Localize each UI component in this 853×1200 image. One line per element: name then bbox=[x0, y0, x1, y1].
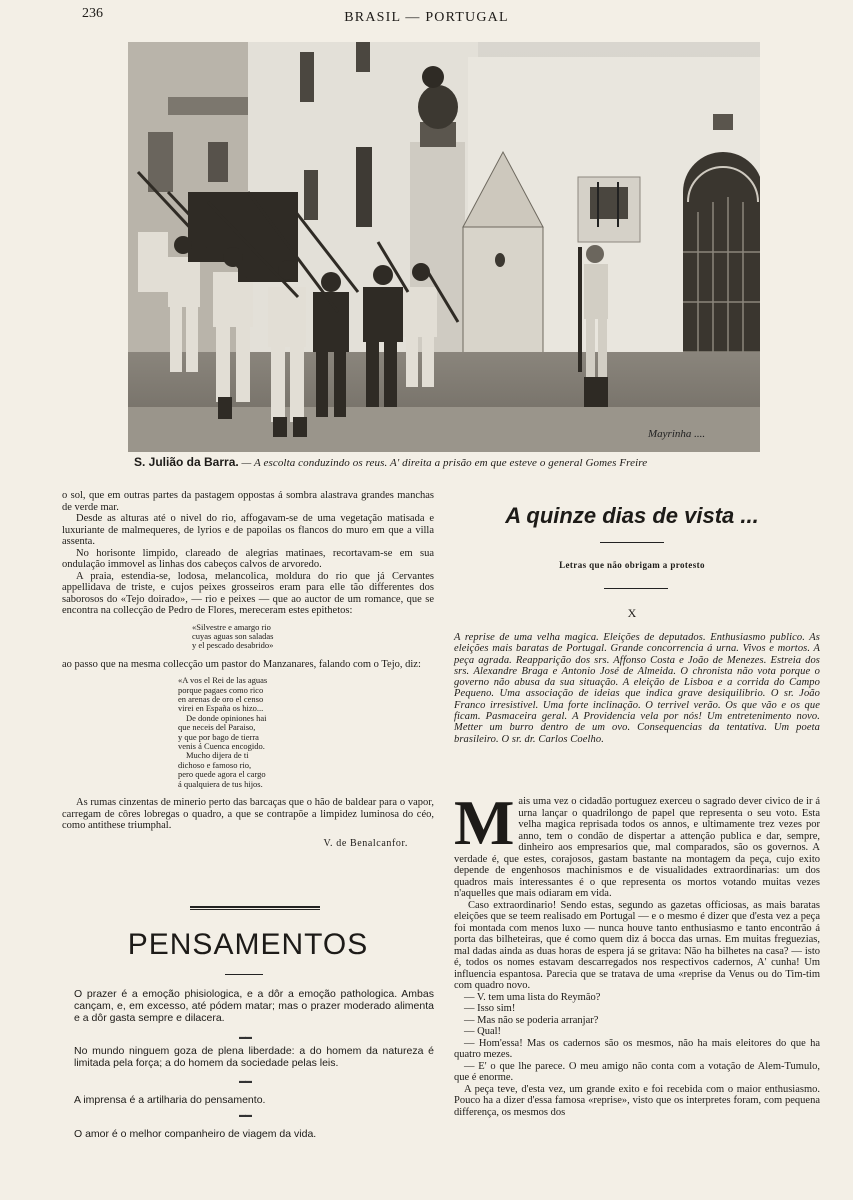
photograph-scene bbox=[128, 42, 760, 452]
title-rule bbox=[225, 974, 263, 975]
left-paragraph: A praia, estendia-se, lodosa, melancolica, moldura do rio que já Cervantes appellidava de triste, e cujos peixes grosseiros eram para elle tão differentes dos saborosos do «Tejo doirado», — rio e peixes — que ao auctor de um romance, que se encontra na collecção de Pedro de Flores, mereceram estes epithetos: bbox=[62, 570, 434, 616]
article-summary: A reprise de uma velha magica. Eleições de deputados. Enthusiasmo publico. As eleições mais baratas de Portugal. Grande concorrencia á urna. Vivos e mortos. A peça agrada. Reapparição dos srs. Affonso Costa e João de Menezes. Estreia dos srs. Alexandre Braga e Antonio José de Almeida. O chronista não vota porque o governo não abusa da sua situação. A eleição de Lisboa e a corrida do Campo Pequeno. Uma associação de ideias que indica grave desiquilibrio. O sr. João Franco irresistivel. Uma forte inclinação. O terrivel verão. Os que vão e os que ficam. Pasmaceira geral. A Providencia vela por nós! Um entretenimento novo. Metter um burro dentro de um ovo. Consequencias da tentativa. Um poeta brasileiro. O sr. dr. Carlos Coelho. bbox=[454, 632, 820, 745]
body-paragraph: Caso extraordinario! Sendo estas, segundo as gazetas officiosas, as mais baratas eleições que se teem realisado em Portugal — e o mesmo é dizer que d'esta vez a peça foi montada com menos luxo — nunca houve tanto enthusiasmo e tanto encontrão á porta das bilheteiras, que é como quem diz á bocca das urnas. Em muitas freguezias, mal dadas ainda as duas horas de espera já se gritava: Não ha bilhetes na casa? — isto é, todos os nomes estavam descarregados nos respectivos cadernos, A' cunha! Um influencia espantosa. Parecia que se tratava de uma «reprise da Venus ou do Tim-tim com quadro novo. bbox=[454, 899, 820, 991]
thought: O amor é o melhor companheiro de viagem da vida. bbox=[74, 1128, 317, 1140]
photograph bbox=[128, 42, 760, 452]
dialogue-line: — E' o que lhe parece. O meu amigo não conta com a votação de Alem-Tumulo, que é enorme. bbox=[454, 1060, 820, 1083]
dialogue-line: — Mas não se poderia arranjar? bbox=[464, 1014, 599, 1026]
caption-text: — A escolta conduzindo os reus. A' direita a prisão em que esteve o general Gomes Freire bbox=[241, 457, 648, 469]
thought: No mundo ninguem goza de plena liberdade: a do homem da natureza é limitada pela força; a do homem da sociedade pelas leis. bbox=[74, 1045, 434, 1069]
thought: A imprensa é a artilharia do pensamento. bbox=[74, 1094, 266, 1106]
thought: O prazer é a emoção phisiologica, e a dôr a emoção pathologica. Ambas cançam, e, em excesso, até pódem matar; mas o prazer moderado alimenta e a dôr gasta sempre e dilacera. bbox=[74, 988, 434, 1024]
left-paragraph: Desde as alturas até o nivel do rio, affogavam-se de uma vegetação matisada e luxuriante de malmequeres, de lyrios e de papoilas os flancos do muro em que a villa assenta. bbox=[62, 513, 434, 547]
ornament-divider: ▬▬ bbox=[239, 1077, 251, 1085]
verse-line: á qualquiera de tus hijos. bbox=[178, 778, 263, 789]
photograph-signature: Mayrinha .... bbox=[648, 428, 706, 440]
title-rule bbox=[600, 542, 664, 543]
verse-line: virei en España os hizo... bbox=[178, 703, 264, 714]
running-title: BRASIL — PORTUGAL bbox=[344, 10, 509, 25]
verse-quote-1 bbox=[192, 623, 434, 651]
verse-line: en arenas de oro el censo bbox=[178, 694, 264, 705]
section-divider bbox=[190, 906, 320, 908]
verse-line: cuyas aguas son saladas bbox=[192, 630, 274, 641]
subtitle-rule bbox=[604, 588, 668, 589]
verse-line: y que por bago de tierra bbox=[178, 731, 259, 742]
dialogue-line: — Hom'essa! Mas os cadernos são os mesmos, não ha mais eleitores do que ha quatro mezes. bbox=[454, 1037, 820, 1060]
caption-place: S. Julião da Barra. bbox=[134, 455, 239, 469]
body-paragraph: A peça teve, d'esta vez, um grande exito e foi recebida com o maior enthusiasmo. Pouco ha a dizer d'essa famosa «reprise», visto que os interpretes foram, com pequena differença, os mesmos dos bbox=[454, 1083, 820, 1118]
dialogue-line: — Qual! bbox=[464, 1026, 502, 1037]
left-paragraph: o sol, que em outras partes da pastagem oppostas á sombra alastrava grandes manchas de verde mar. bbox=[62, 490, 434, 513]
page-number: 236 bbox=[82, 6, 103, 21]
verse-line: Mucho dijera de ti bbox=[186, 750, 249, 761]
ornament-divider: ▬▬ bbox=[239, 1111, 251, 1119]
verse-line: venis á Cuenca encogido. bbox=[178, 741, 265, 752]
verse-line: dichoso e famoso rio, bbox=[178, 759, 252, 770]
ornament-divider: ▬▬ bbox=[239, 1033, 251, 1041]
left-paragraph: As rumas cinzentas de minerio perto das barcaças que o hão de baldear para o vapor, carregam de côres lobregas o quadro, a que se contrapõe a limpidez luminosa do céo, como antithese triumphal. bbox=[62, 797, 434, 832]
pensamentos-title: PENSAMENTOS bbox=[127, 928, 369, 961]
photo-caption bbox=[134, 455, 764, 469]
dialogue-line: — Isso sim! bbox=[464, 1003, 516, 1014]
drop-cap: M bbox=[454, 787, 515, 858]
author-signature: V. de Benalcanfor. bbox=[323, 837, 408, 849]
verse-line: y el pescado desabrido» bbox=[192, 640, 274, 651]
verse-line: pero quede agora el cargo bbox=[178, 769, 266, 780]
verse-line: De donde opiniones hai bbox=[186, 712, 267, 723]
left-article bbox=[62, 490, 434, 849]
verse-line: «A vos el Rei de las aguas bbox=[178, 675, 268, 686]
dialogue bbox=[454, 992, 820, 1119]
body-paragraph: ais uma vez o cidadão portuguez exerceu o sagrado dever civico de ir á urna lançar o quadrilongo de papel que representa o seu voto. Esta velha magica reprisada todos os annos, e ultimamente trez vezes por anno, tem o condão de dispertar a attenção publica e dar, sempre, dinheiro aos empresarios que, mal comparados, são os governos. A verdade é, que estes, corajosos, gastam bastante na montagem da peça, cujo exito depende de engenhosos machinismos e de visualidades extraordinarias: um dos quadros mais interessantes é o que representa os mortos votando muitas vezes n'aquelles que mais odiaram em vida. bbox=[454, 796, 820, 899]
left-paragraph: No horisonte limpido, clareado de alegrias matinaes, recortavam-se em sua ondulação immovel as linhas dos cabeços calvos de arvoredo. bbox=[62, 547, 434, 570]
verse-quote-2 bbox=[178, 676, 434, 789]
verse-line: porque pagaes como rico bbox=[178, 684, 264, 695]
article-subtitle: Letras que não obrigam a protesto bbox=[559, 560, 705, 570]
dialogue-line: — V. tem uma lista do Reymão? bbox=[464, 991, 601, 1003]
left-paragraph: ao passo que na mesma collecção um pastor do Manzanares, falando com o Tejo, diz: bbox=[62, 658, 421, 670]
article-title: A quinze dias de vista ... bbox=[505, 503, 759, 528]
verse-line: «Silvestre e amargo rio bbox=[192, 621, 271, 632]
article-numeral: X bbox=[627, 606, 637, 620]
right-article-body bbox=[454, 787, 820, 1118]
section-divider bbox=[190, 909, 320, 910]
verse-line: que neceis del Paraiso, bbox=[178, 722, 256, 733]
